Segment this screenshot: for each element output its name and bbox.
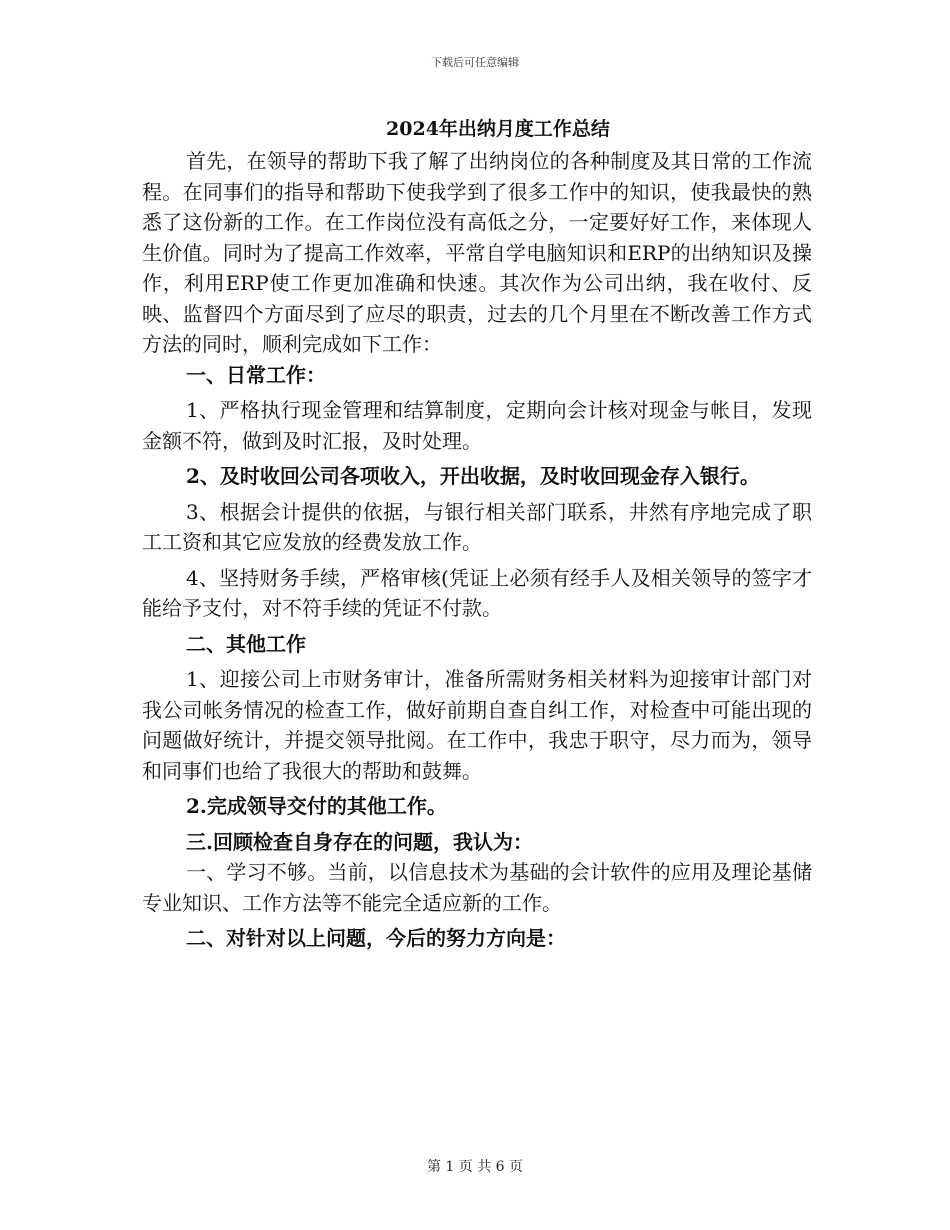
paragraph-daily-item-4: 4、坚持财务手续，严格审核(凭证上必须有经手人及相关领导的签字才能给予支付，对不符手续的凭证不付款。 (142, 565, 812, 620)
document-body (142, 146, 812, 954)
document-title: 2024年出纳月度工作总结 (386, 118, 610, 140)
section-heading-other-work: 二、其他工作 (186, 631, 306, 656)
section-heading-review: 三.回顾检查自身存在的问题，我认为： (186, 829, 533, 854)
paragraph-daily-item-2: 2、及时收回公司各项收入，开出收据，及时收回现金存入银行。 (186, 464, 760, 488)
paragraph-other-item-1: 1、迎接公司上市财务审计，准备所需财务相关材料为迎接审计部门对我公司帐务情况的检查工作，做好前期自查自纠工作，对检查中可能出现的问题做好统计，并提交领导批阅。在工作中，我忠于职守，尽力而为，领导和同事们也给了我很大的帮助和鼓舞。 (142, 667, 812, 783)
paragraph-other-item-2: 2.完成领导交付的其他工作。 (186, 794, 447, 818)
section-heading-direction: 二、对针对以上问题，今后的努力方向是： (186, 926, 566, 950)
paragraph-daily-item-1: 1、严格执行现金管理和结算制度，定期向会计核对现金与帐目，发现金额不符，做到及时汇报，及时处理。 (142, 398, 812, 453)
page-number: 第 1 页 共 6 页 (426, 1159, 524, 1175)
paragraph-review-item-1: 一、学习不够。当前，以信息技术为基础的会计软件的应用及理论基储专业知识、工作方法等不能完全适应新的工作。 (142, 860, 812, 915)
section-heading-daily-work: 一、日常工作： (186, 362, 326, 387)
paragraph-intro: 首先，在领导的帮助下我了解了出纳岗位的各种制度及其日常的工作流程。在同事们的指导和帮助下使我学到了很多工作中的知识，使我最快的熟悉了这份新的工作。在工作岗位没有高低之分，一定要好好工作，来体现人生价值。同时为了提高工作效率，平常自学电脑知识和ERP的出纳知识及操作，利用ERP使工作更加准确和快速。其次作为公司出纳，我在收付、反映、监督四个方面尽到了应尽的职责，过去的几个月里在不断改善工作方式方法的同时，顺利完成如下工作： (142, 149, 812, 356)
paragraph-daily-item-3: 3、根据会计提供的依据，与银行相关部门联系，井然有序地完成了职工工资和其它应发放的经费发放工作。 (142, 499, 812, 554)
page-header-note: 下载后可任意编辑 (431, 56, 519, 69)
